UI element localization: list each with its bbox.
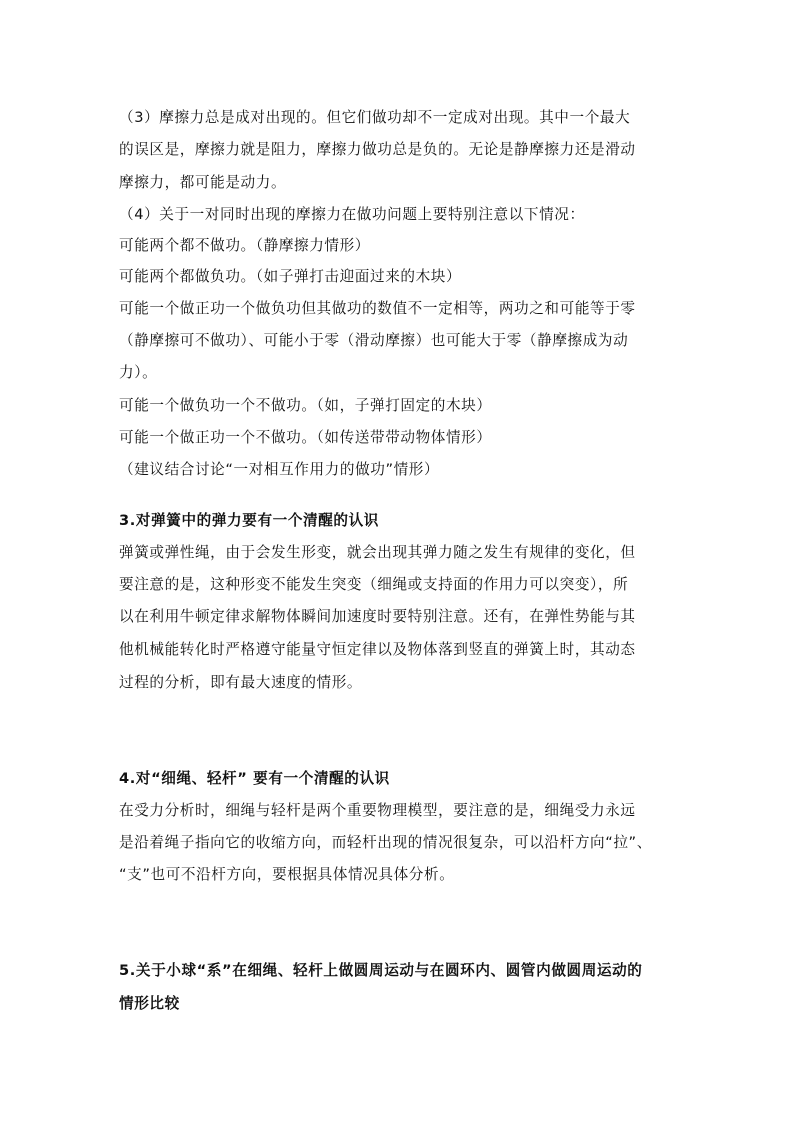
friction-p4-line-6: 力）。	[119, 364, 158, 381]
section4-heading: 4.对“细绳、轻杆” 要有一个清醒的认识	[119, 770, 390, 787]
section3-line-1: 弹簧或弹性绳，由于会发生形变，就会出现其弹力随之发生有规律的变化，但	[119, 544, 636, 561]
friction-p4-line-9: （建议结合讨论“一对相互作用力的做功”情形）	[119, 461, 440, 478]
section4-line-1: 在受力分析时，细绳与轻杆是两个重要物理模型，要注意的是，细绳受力永远	[119, 802, 636, 819]
friction-p3-line-2: 的误区是，摩擦力就是阻力，摩擦力做功总是负的。无论是静摩擦力还是滑动	[119, 141, 636, 158]
section5-heading-line-1: 5.关于小球“系”在细绳、轻杆上做圆周运动与在圆环内、圆管内做圆周运动的	[119, 962, 643, 979]
section4-line-2: 是沿着绳子指向它的收缩方向，而轻杆出现的情况很复杂，可以沿杆方向“拉”、	[119, 834, 652, 851]
section3-line-3: 以在利用牛顿定律求解物体瞬间加速度时要特别注意。还有，在弹性势能与其	[119, 608, 636, 625]
friction-p4-line-1: （4）关于一对同时出现的摩擦力在做功问题上要特别注意以下情况：	[119, 206, 585, 223]
friction-p4-line-3: 可能两个都做负功。（如子弹打击迎面过来的木块）	[119, 268, 462, 285]
friction-p3-line-3: 摩擦力，都可能是动力。	[119, 174, 287, 191]
friction-p4-line-5: （静摩擦可不做功）、可能小于零（滑动摩擦）也可能大于零（静摩擦成为动	[119, 332, 629, 349]
friction-p4-line-8: 可能一个做正功一个不做功。（如传送带带动物体情形）	[119, 429, 492, 446]
section3-line-4: 他机械能转化时严格遵守能量守恒定律以及物体落到竖直的弹簧上时，其动态	[119, 641, 636, 658]
friction-p4-line-4: 可能一个做正功一个做负功但其做功的数值不一定相等，两功之和可能等于零	[119, 300, 636, 317]
friction-p4-line-2: 可能两个都不做功。（静摩擦力情形）	[119, 237, 370, 254]
friction-p3-line-1: （3）摩擦力总是成对出现的。但它们做功却不一定成对出现。其中一个最大	[119, 109, 631, 126]
section3-line-2: 要注意的是，这种形变不能发生突变（细绳或支持面的作用力可以突变），所	[119, 576, 629, 593]
section3-heading: 3.对弹簧中的弹力要有一个清醒的认识	[119, 512, 379, 529]
section3-line-5: 过程的分析，即有最大速度的情形。	[119, 674, 363, 691]
section4-line-3: “支”也可不沿杆方向，要根据具体情况具体分析。	[119, 866, 455, 883]
friction-p4-line-7: 可能一个做负功一个不做功。（如，子弹打固定的木块）	[119, 397, 492, 414]
section5-heading-line-2: 情形比较	[119, 995, 180, 1012]
